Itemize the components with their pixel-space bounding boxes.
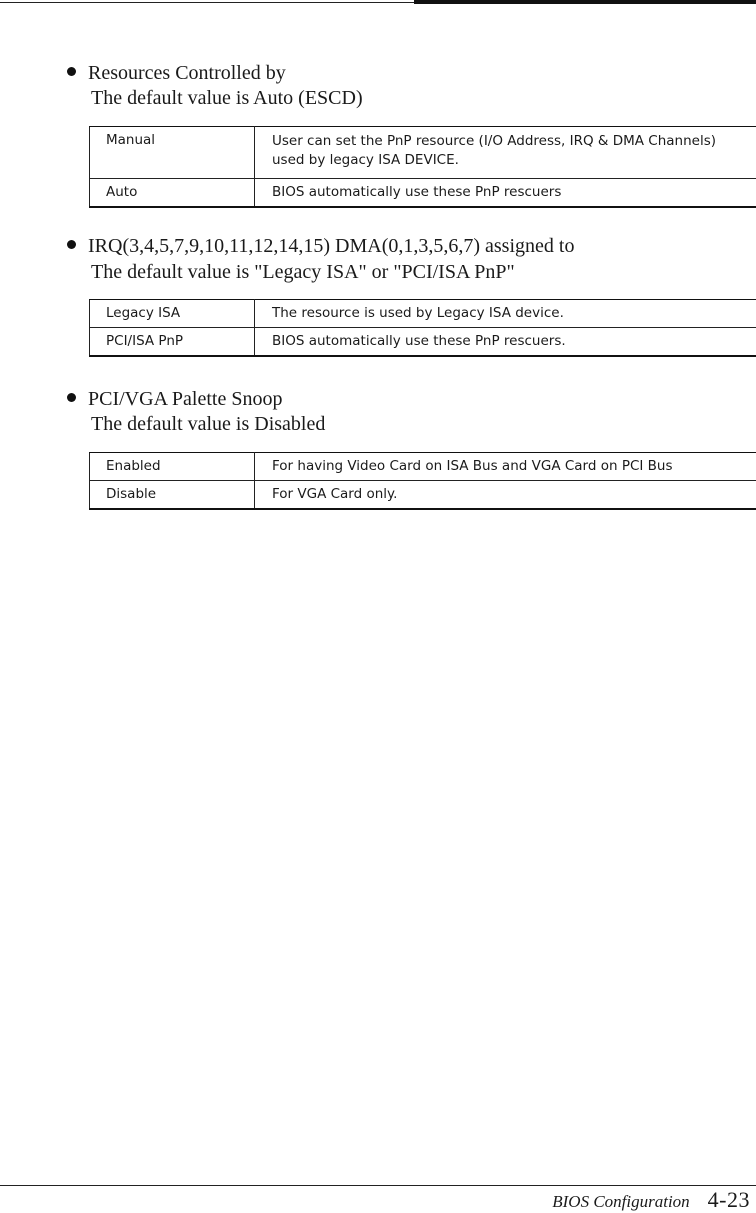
section-heading — [67, 234, 574, 258]
option-description-line: User can set the PnP resource (I/O Address, IRQ & DMA Channels) — [272, 132, 752, 151]
header-rule-thin — [0, 2, 414, 3]
footer-page-number: 4-23 — [708, 1187, 750, 1212]
option-description: For VGA Card only. — [255, 481, 756, 510]
option-description: For having Video Card on ISA Bus and VGA Card on PCI Bus — [255, 453, 756, 481]
option-name: Auto — [90, 179, 255, 208]
bullet-icon — [67, 67, 76, 76]
options-table — [89, 126, 756, 208]
section-heading — [67, 387, 282, 411]
options-table — [89, 299, 756, 357]
default-value-text: The default value is Auto (ESCD) — [91, 86, 363, 110]
option-name: PCI/ISA PnP — [90, 328, 255, 357]
option-description: BIOS automatically use these PnP rescuers. — [255, 328, 756, 357]
section-heading-text: Resources Controlled by — [88, 62, 286, 84]
bullet-icon — [67, 393, 76, 402]
option-name: Legacy ISA — [90, 300, 255, 328]
bullet-icon — [67, 240, 76, 249]
table-row — [90, 300, 756, 328]
options-table — [89, 452, 756, 510]
option-name: Enabled — [90, 453, 255, 481]
footer-rule — [0, 1185, 756, 1186]
table-row — [90, 328, 756, 357]
table-row — [90, 179, 756, 208]
table-row — [90, 453, 756, 481]
option-name: Manual — [90, 127, 255, 179]
footer-chapter-title: BIOS Configuration — [552, 1192, 689, 1211]
header-rule-thick — [414, 0, 756, 4]
default-value-text: The default value is Disabled — [91, 412, 325, 436]
table-row — [90, 127, 756, 179]
section-heading-text: PCI/VGA Palette Snoop — [88, 388, 282, 410]
option-name: Disable — [90, 481, 255, 510]
option-description: BIOS automatically use these PnP rescuers — [255, 179, 756, 208]
section-heading — [67, 61, 286, 85]
option-description — [255, 127, 756, 179]
default-value-text: The default value is "Legacy ISA" or "PCI/ISA PnP" — [91, 260, 515, 284]
table-row — [90, 481, 756, 510]
option-description-line: used by legacy ISA DEVICE. — [272, 151, 752, 170]
option-description: The resource is used by Legacy ISA device. — [255, 300, 756, 328]
page-footer — [552, 1187, 750, 1213]
section-heading-text: IRQ(3,4,5,7,9,10,11,12,14,15) DMA(0,1,3,5,6,7) assigned to — [88, 235, 574, 257]
